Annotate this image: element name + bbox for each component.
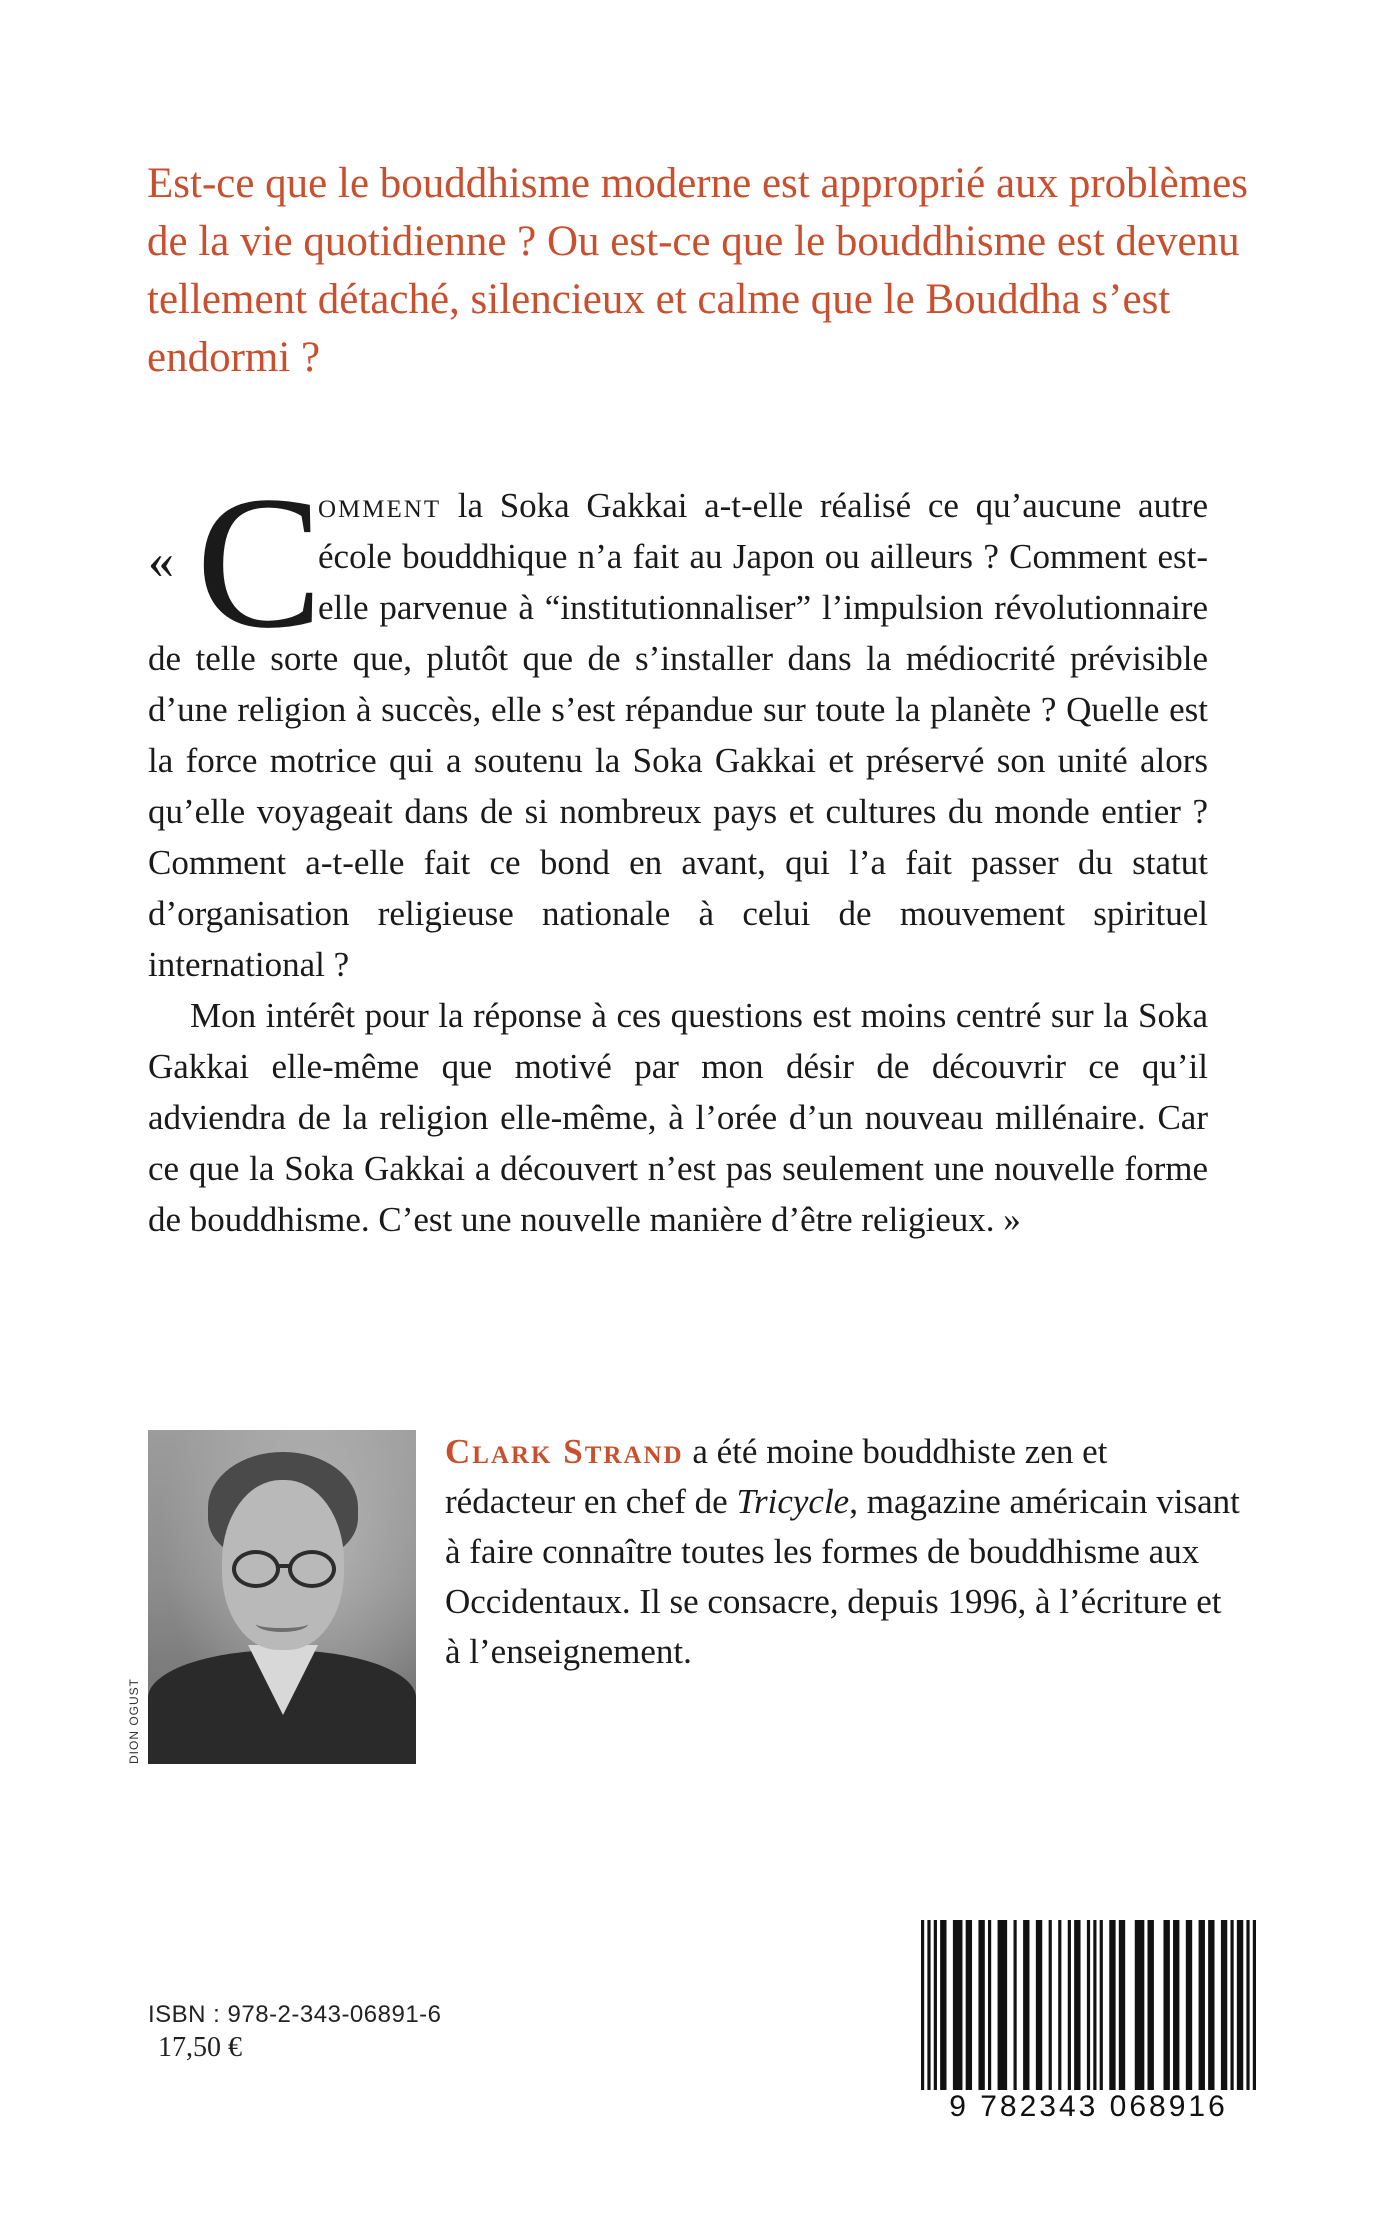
isbn-text: ISBN : 978-2-343-06891-6 [148, 2001, 442, 2028]
barcode-bar [1135, 1920, 1145, 2090]
quote-paragraph-2: Mon intérêt pour la réponse à ces questions est moins centré sur la Soka Gakkai elle-même que motivé par mon désir de découvrir ce qu’il adviendra de la religion elle-même, à l’orée d’un nouveau millénaire. Car ce que la Soka Gakkai a découvert n’est pas seulement une nouvelle forme de bouddhisme. C’est une nouvelle manière d’être religieux. » [148, 996, 1208, 1239]
barcode-bar [1014, 1920, 1017, 2090]
barcode-bar [978, 1920, 984, 2090]
barcode-bar [1253, 1920, 1256, 2090]
dropcap-wrap [148, 458, 323, 668]
barcode-bar [1163, 1920, 1169, 2090]
barcode-bar [1100, 1920, 1103, 2090]
barcode-bar [953, 1920, 963, 2090]
barcode-bar [1246, 1920, 1249, 2090]
barcode-bar [1036, 1920, 1042, 2090]
barcode-bar [1058, 1920, 1061, 2090]
author-photo [148, 1430, 416, 1764]
barcode-bar [934, 1920, 937, 2090]
barcode-bar [1119, 1920, 1125, 2090]
author-bio [445, 1427, 1245, 1677]
barcode-bar [1199, 1920, 1205, 2090]
barcode-bar [927, 1920, 930, 2090]
price-text: 17,50 € [158, 2032, 242, 2063]
barcode-bar [966, 1920, 972, 2090]
quote-paragraph-1-text: la Soka Gakkai a-t-elle réalisé ce qu’aucune autre école bouddhique n’a fait au Japon ou ailleurs ? Comment est-elle parvenue à “institutionnaliser” l’impulsion révolutionnaire de telle sorte que, plutôt que de s’installer dans la médiocrité prévisible d’une religion à succès, elle s’est répandue sur toute la planète ? Quelle est la force motrice qui a soutenu la Soka Gakkai et préservé son unité alors qu’elle voyageait dans de si nombreux pays et cultures du monde entier ? Comment a-t-elle fait ce bond en avant, qui l’a fait passer du statut d’organisation religieuse nationale à celui de mouvement spirituel international ? [148, 486, 1208, 984]
barcode-bars [921, 1920, 1256, 2090]
barcode-bar [1109, 1920, 1115, 2090]
open-guillemet: « [148, 533, 174, 590]
barcode-bar [1087, 1920, 1090, 2090]
barcode-bar [1186, 1920, 1192, 2090]
tagline: Est-ce que le bouddhisme moderne est approprié aux problèmes de la vie quotidienne ? Ou est-ce que le bouddhisme est devenu tellement détaché, silencieux et calme que le Bouddha s’est endormi ? [147, 160, 1248, 381]
photo-glasses-left [232, 1550, 280, 1588]
photo-glasses-bridge [278, 1564, 290, 1568]
barcode-bar [1049, 1920, 1052, 2090]
photo-glasses-right [288, 1550, 336, 1588]
barcode-bar [1023, 1920, 1029, 2090]
barcode-bar [1221, 1920, 1227, 2090]
barcode-bar [1148, 1920, 1154, 2090]
barcode-bar [921, 1920, 924, 2090]
barcode-bar [1173, 1920, 1179, 2090]
magazine-title: Tricycle [736, 1482, 850, 1521]
dropcap-letter: C [196, 458, 323, 668]
author-name: Clark Strand [445, 1432, 684, 1471]
author-bio-part1: a été moine bouddhiste zen et rédacteur en chef de [445, 1432, 1108, 1521]
barcode-bar [1230, 1920, 1233, 2090]
barcode-bar [1093, 1920, 1096, 2090]
barcode-bar [940, 1920, 946, 2090]
barcode-bar [1074, 1920, 1080, 2090]
barcode [921, 1920, 1256, 2123]
quote-block [148, 458, 1208, 1245]
barcode-bar [1068, 1920, 1071, 2090]
photo-credit: DION OGUST [127, 1677, 141, 1764]
barcode-digits: 9 782343 068916 [949, 2090, 1228, 2123]
author-bio-part2: , magazine américain visant à faire connaître toutes les formes de bouddhisme aux Occidentaux. Il se consacre, depuis 1996, à l’écriture et à l’enseignement. [445, 1482, 1240, 1671]
barcode-bar [988, 1920, 991, 2090]
lead-smallcaps: omment [318, 486, 442, 525]
photo-mouth-shape [256, 1616, 308, 1632]
barcode-bar [1237, 1920, 1243, 2090]
quote-paragraph-1 [148, 458, 1208, 990]
barcode-bar [1208, 1920, 1214, 2090]
barcode-bar [998, 1920, 1008, 2090]
